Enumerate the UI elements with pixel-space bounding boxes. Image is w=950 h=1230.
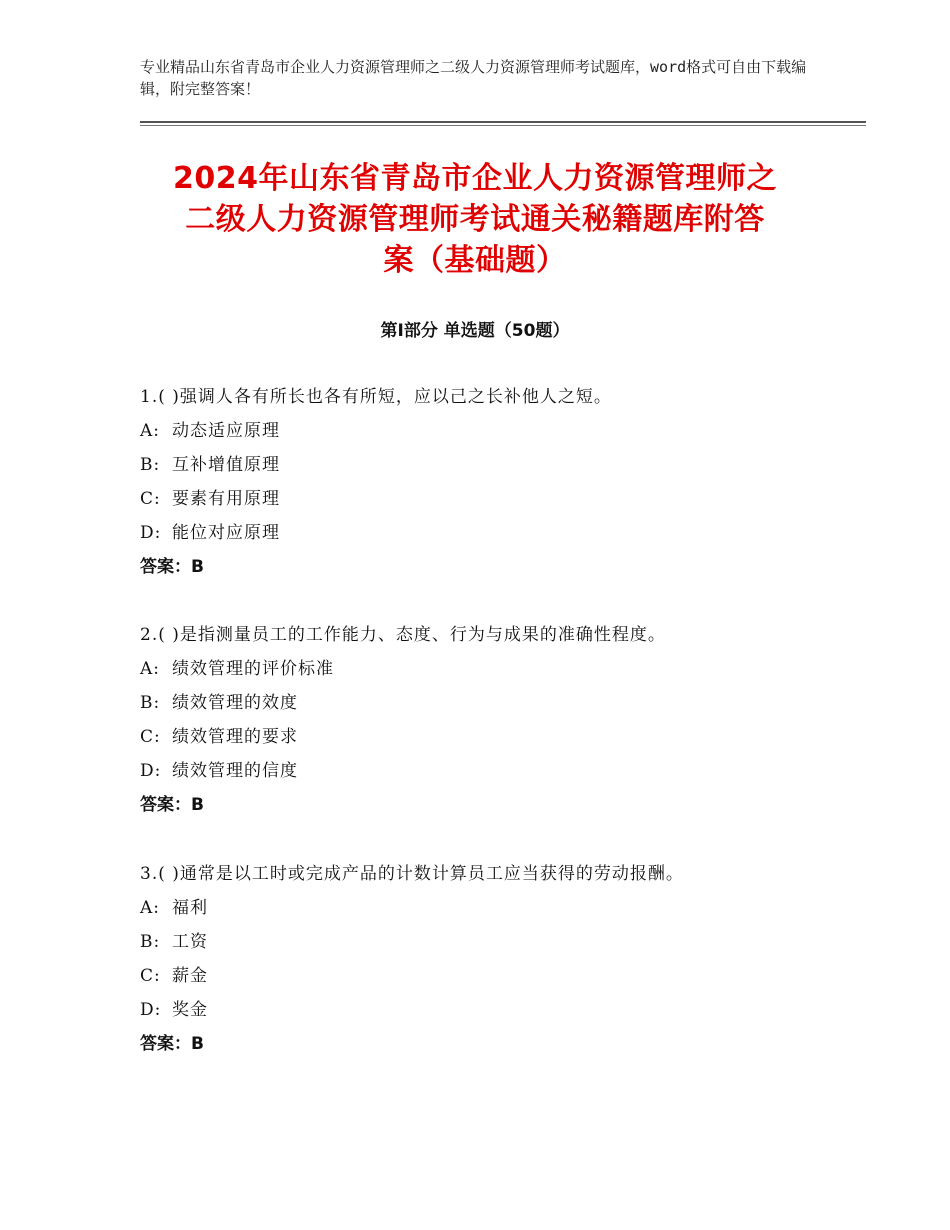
header-note: 专业精品山东省青岛市企业人力资源管理师之二级人力资源管理师考试题库，word格式可自由下载编辑，附完整答案！: [140, 58, 807, 98]
option-key: B:: [140, 932, 161, 952]
option-text: 绩效管理的效度: [172, 693, 298, 713]
option-text: 能位对应原理: [172, 523, 280, 543]
header-divider-thin: [140, 125, 866, 126]
option-c: [140, 482, 840, 516]
option-key: B:: [140, 455, 161, 475]
title-line-1: 2024年山东省青岛市企业人力资源管理师之: [173, 161, 777, 196]
answer-line: 答案：B: [140, 557, 204, 577]
title-line-2: 二级人力资源管理师考试通关秘籍题库附答: [185, 202, 765, 237]
option-c: [140, 720, 840, 754]
option-text: 绩效管理的评价标准: [172, 659, 334, 679]
answer-line: 答案：B: [140, 1034, 204, 1054]
option-b: [140, 686, 840, 720]
option-text: 福利: [172, 898, 208, 918]
option-d: [140, 516, 840, 550]
question-3: [140, 857, 840, 1061]
option-key: B:: [140, 693, 161, 713]
option-d: [140, 993, 840, 1027]
document-title: [140, 158, 810, 281]
option-key: A:: [140, 421, 161, 441]
option-key: C:: [140, 489, 161, 509]
option-a: [140, 414, 840, 448]
question-1: [140, 380, 840, 584]
question-2: [140, 618, 840, 822]
question-stem: 1.( )强调人各有所长也各有所短，应以己之长补他人之短。: [140, 387, 612, 407]
section-heading: 第Ⅰ部分 单选题（50题）: [380, 321, 570, 341]
option-c: [140, 959, 840, 993]
title-line-3: 案（基础题）: [383, 243, 567, 278]
question-stem: 2.( )是指测量员工的工作能力、态度、行为与成果的准确性程度。: [140, 625, 666, 645]
option-text: 绩效管理的要求: [172, 727, 298, 747]
option-key: D:: [140, 761, 162, 781]
option-a: [140, 891, 840, 925]
option-text: 绩效管理的信度: [172, 761, 298, 781]
question-stem: 3.( )通常是以工时或完成产品的计数计算员工应当获得的劳动报酬。: [140, 864, 684, 884]
option-text: 互补增值原理: [172, 455, 280, 475]
option-text: 动态适应原理: [172, 421, 280, 441]
answer-line: 答案：B: [140, 795, 204, 815]
option-key: C:: [140, 727, 161, 747]
option-text: 要素有用原理: [172, 489, 280, 509]
option-b: [140, 925, 840, 959]
option-key: C:: [140, 966, 161, 986]
option-key: D:: [140, 523, 162, 543]
option-d: [140, 754, 840, 788]
option-key: D:: [140, 1000, 162, 1020]
header-divider-thick: [140, 121, 866, 123]
option-b: [140, 448, 840, 482]
option-text: 工资: [172, 932, 208, 952]
option-key: A:: [140, 659, 161, 679]
option-key: A:: [140, 898, 161, 918]
option-text: 薪金: [172, 966, 208, 986]
option-text: 奖金: [172, 1000, 208, 1020]
option-a: [140, 652, 840, 686]
